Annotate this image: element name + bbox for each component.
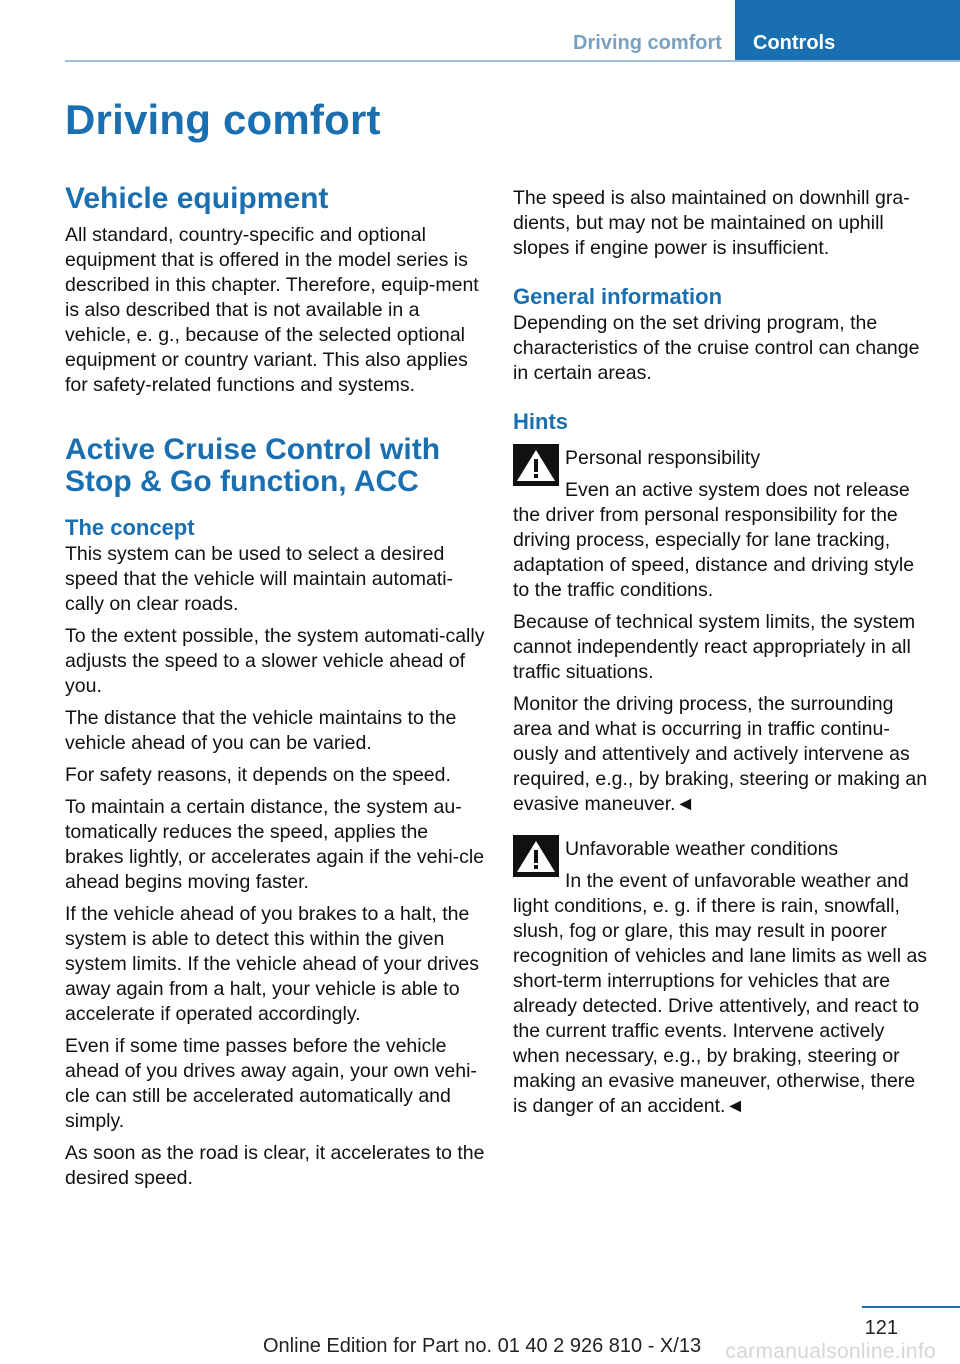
hints-paragraph: Monitor the driving process, the surrounding area and what is occurring in traffic continu-ously and attentively and actively intervene as required, e.g., by braking, steering or making an evasive maneuver.◄ xyxy=(513,693,928,815)
watermark: carmanualsonline.info xyxy=(725,1340,936,1363)
heading-acc: Active Cruise Control with Stop & Go function, ACC xyxy=(65,433,441,498)
heading-hints: Hints xyxy=(513,409,568,434)
concept-paragraph: For safety reasons, it depends on the speed. xyxy=(65,764,451,786)
speed-intro-text: The speed is also maintained on downhill gra-dients, but may not be maintained on uphill slopes if engine power is insufficient. xyxy=(513,187,910,259)
heading-vehicle-equipment: Vehicle equipment xyxy=(65,182,329,215)
footer-rule xyxy=(862,1306,960,1308)
warning-text: Even an active system does not release the driver from personal responsibility for the driving process, especially for lane tracking, adaptation of speed, distance and driving style to the traffic conditions. xyxy=(513,479,915,601)
page-number: 121 xyxy=(864,1317,898,1339)
warning-title: Unfavorable weather conditions xyxy=(565,838,839,860)
header-section-label: Driving comfort xyxy=(573,32,722,54)
warning-unfavorable-weather xyxy=(513,835,933,1119)
concept-paragraph: The distance that the vehicle maintains to the vehicle ahead of you can be varied. xyxy=(65,707,457,754)
warning-text: In the event of unfavorable weather and light conditions, e. g. if there is rain, snowfall, slush, fog or glare, this may result in poorer recognition of vehicles and lane limits as well as short-term interruptions for vehicles that are already detected. Drive attentively, and react to the current traffic events. Intervene actively when necessary, e.g., by braking, steering or making an evasive maneuver, otherwise, there is danger of an accident.◄ xyxy=(513,870,928,1117)
header-rule xyxy=(65,60,960,62)
heading-general-information: General information xyxy=(513,284,723,309)
page-title: Driving comfort xyxy=(65,96,381,143)
concept-paragraph: This system can be used to select a desired speed that the vehicle will maintain automati-cally on clear roads. xyxy=(65,543,454,615)
vehicle-equipment-text: All standard, country-specific and optional equipment that is offered in the model series is described in this chapter. Therefore, equip-ment is also described that is not available in a vehicle, e. g., because of the selected optional equipment or country variant. This also applies for safety-related functions and systems. xyxy=(65,224,479,396)
warning-title: Personal responsibility xyxy=(565,447,761,469)
concept-paragraph: If the vehicle ahead of you brakes to a halt, the system is able to detect this within the given system limits. If the vehicle ahead of your drives away again from a halt, your vehicle is able to accelerate if operated accordingly. xyxy=(65,903,480,1025)
warning-triangle-icon xyxy=(513,444,559,486)
concept-paragraph: Even if some time passes before the vehicle ahead of you drives away again, your own vehi-cle can still be accelerated automatically and simply. xyxy=(65,1035,477,1132)
page-header xyxy=(0,0,960,62)
concept-paragraph: As soon as the road is clear, it accelerates to the desired speed. xyxy=(65,1142,485,1189)
header-chapter-tab: Controls xyxy=(735,0,960,60)
warning-personal-responsibility xyxy=(513,444,933,603)
general-information-text: Depending on the set driving program, the characteristics of the cruise control can change in certain areas. xyxy=(513,312,920,384)
left-column xyxy=(65,183,485,1198)
warning-triangle-icon xyxy=(513,835,559,877)
heading-the-concept: The concept xyxy=(65,515,195,540)
concept-paragraph: To maintain a certain distance, the system au-tomatically reduces the speed, applies the brakes lightly, or accelerates again if the vehi-cle ahead begins moving faster. xyxy=(65,796,485,893)
right-column xyxy=(513,186,933,1126)
hints-paragraph: Because of technical system limits, the system cannot independently react appropriately in all traffic situations. xyxy=(513,611,916,683)
concept-paragraph: To the extent possible, the system automati-cally adjusts the speed to a slower vehicle ahead of you. xyxy=(65,625,485,697)
edition-info: Online Edition for Part no. 01 40 2 926 810 - X/13 xyxy=(263,1335,702,1357)
